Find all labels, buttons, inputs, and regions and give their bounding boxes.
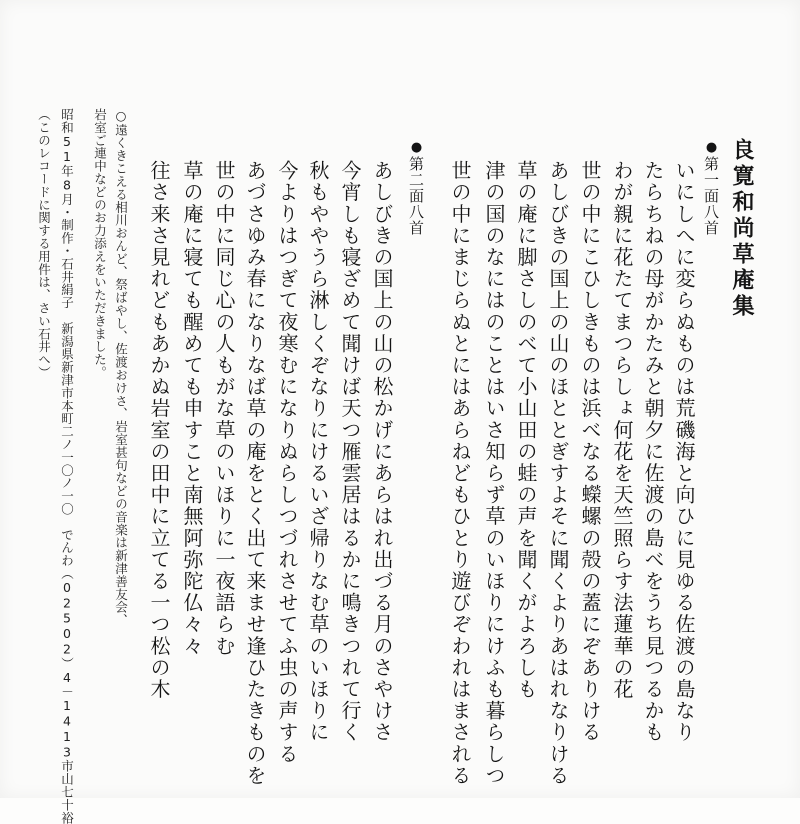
poem-2-1: あしびきの国上の山の松かげにあらはれ出づる月のさやけさ	[370, 160, 394, 744]
poem-1-2: たらちねの母がかたみと朝夕に佐渡の島べをうち見つるかも	[641, 160, 665, 744]
poem-1-5: あしびきの国上の山のほととぎすよそに聞くよりあはれなりける	[546, 160, 570, 787]
section-2-heading	[406, 140, 427, 236]
poem-2-6: 世の中に同じ心の人もがな草のいほりに一夜語らむ	[212, 160, 236, 657]
poem-2-5: あづさゆみ春になりなば草の庵をとく出て来ませ逢ひたきものを	[243, 160, 267, 787]
poem-1-8: 世の中にまじらぬとにはあらねどもひとり遊びぞわれはまされる	[448, 160, 472, 787]
poem-1-7: 津の国のなにはのことはいさ知らず草のいほりにけふも暮らしつ	[482, 160, 506, 787]
section-1-heading-text: 第一面八首	[702, 156, 720, 236]
poem-1-4: 世の中にこひしきものは浜べなる蠑螺の殻の蓋にぞありける	[578, 160, 602, 744]
poem-2-7: 草の庵に寝ても醒めても申すこと南無阿弥陀仏々々	[180, 160, 204, 657]
section-bullet-icon: ●	[704, 140, 719, 156]
poem-1-1: いにしへに変らぬものは荒磯海と向ひに見ゆる佐渡の島なり	[672, 160, 696, 744]
production-info: 昭和51年8月・制作・石井絹子 新潟県新津市本町二ノ一〇ノ一〇 でんわ（02502）4－1413市山七十裕	[59, 108, 75, 824]
poem-2-2: 今宵しも寝ざめて聞けば天つ雁雲居はるかに鳴きつれて行く	[338, 160, 362, 744]
section-1-heading	[701, 140, 722, 236]
poem-2-8: 往さ来さ見れどもあかぬ岩室の田中に立てる一つ松の木	[147, 160, 171, 700]
poem-2-4: 今よりはつぎて夜寒むになりぬらしつづれさせてふ虫の声する	[275, 160, 299, 765]
poem-2-3: 秋もややうら淋しくぞなりにけるいざ帰りなむ草のいほりに	[306, 160, 330, 744]
album-title: 良寛和尚草庵集	[729, 138, 754, 320]
section-bullet-icon: ●	[409, 140, 424, 156]
poem-1-6: 草の庵に脚さしのべて小山田の蛙の声を聞くがよろしも	[514, 160, 538, 700]
section-2-heading-text: 第二面八首	[407, 156, 425, 236]
credits-note-2: 岩室ご連中などのお力添えをいただきました。	[92, 108, 108, 379]
credits-note-1: ○遠くきこえる相川おんど、祭ばやし、佐渡おけさ、岩室甚句などの音楽は新津善友会、	[113, 108, 129, 627]
contact-note: （このレコードに関する用件は、さい石井へ）	[36, 108, 52, 379]
poem-1-3: わが親に花たてまつらしょ何花を天竺照らす法蓮華の花	[610, 160, 634, 700]
